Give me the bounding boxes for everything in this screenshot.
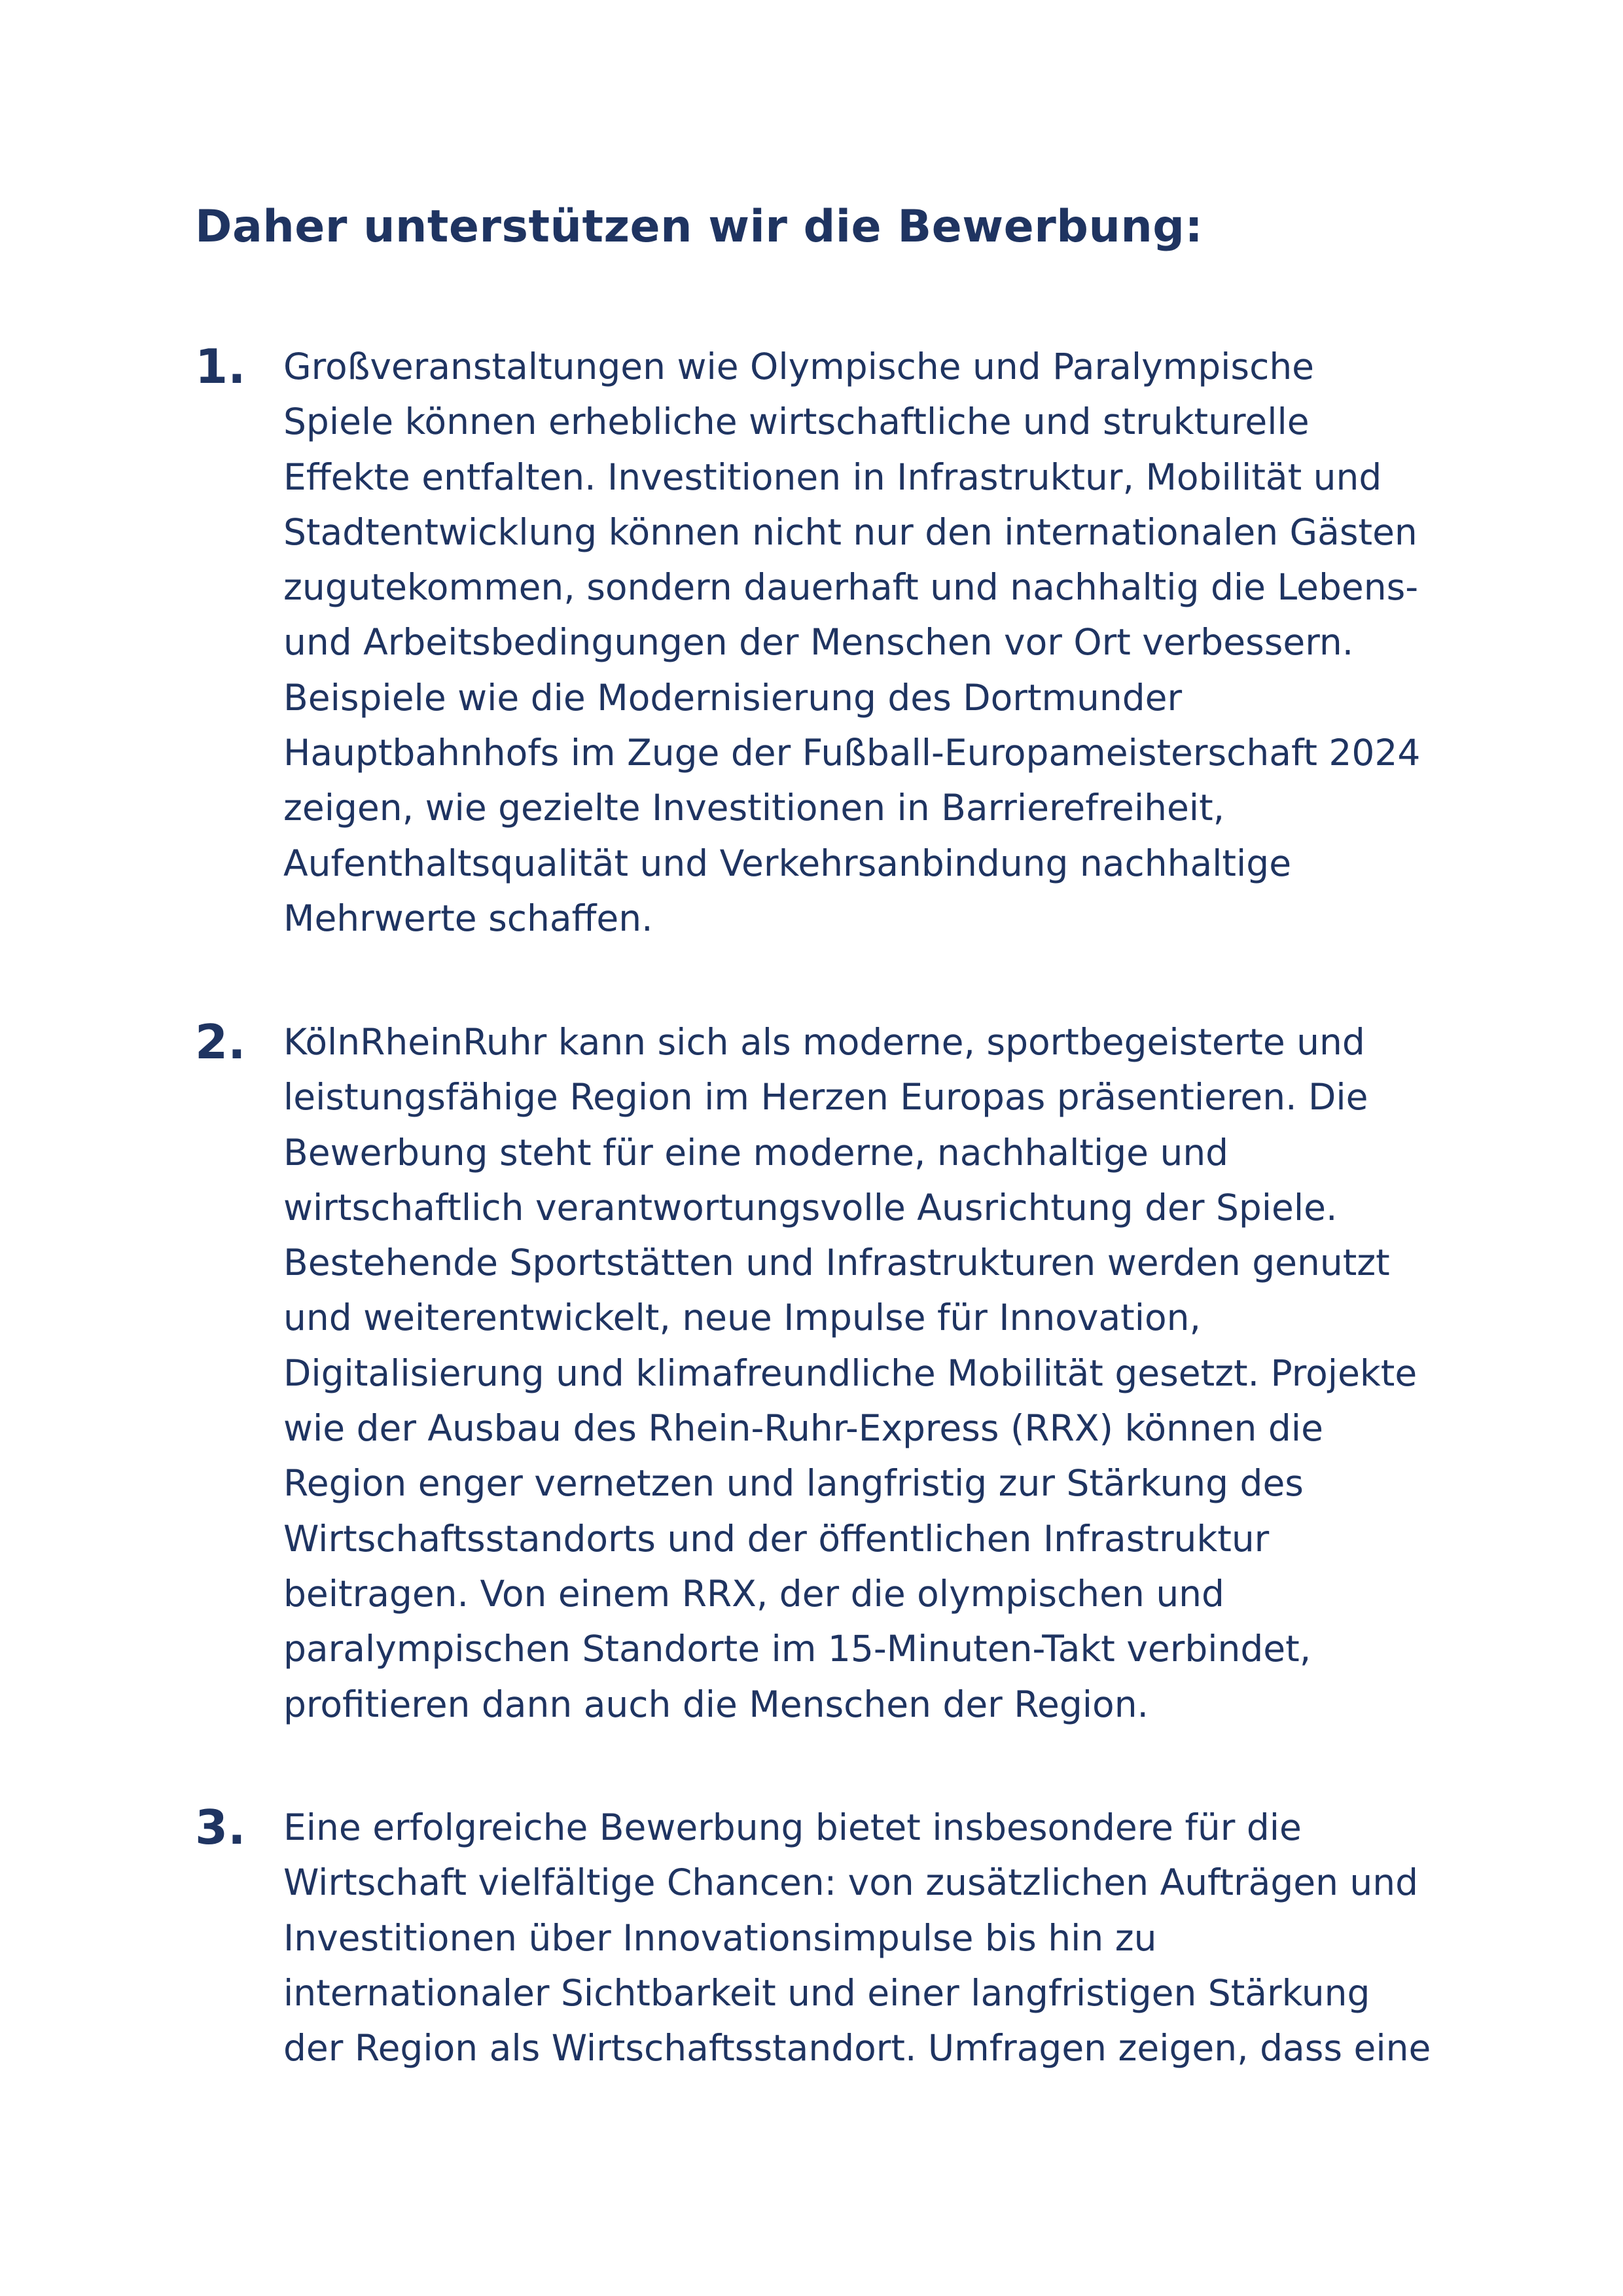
text-line: Eine erfolgreiche Bewerbung bietet insbesondere für die: [283, 1806, 1302, 1848]
text-line: Wirtschaft vielfältige Chancen: von zusätzlichen Aufträgen und: [283, 1861, 1419, 1904]
text-line: zeigen, wie gezielte Investitionen in Barrierefreiheit,: [283, 787, 1225, 829]
text-line: beitragen. Von einem RRX, der die olympischen und: [283, 1572, 1224, 1615]
page-heading: Daher unterstützen wir die Bewerbung:: [195, 201, 1204, 253]
text-line: zugutekommen, sondern dauerhaft und nachhaltig die Lebens-: [283, 566, 1419, 609]
text-line: Großveranstaltungen wie Olympische und Paralympische: [283, 346, 1315, 387]
text-line: leistungsfähige Region im Herzen Europas präsentieren. Die: [283, 1076, 1368, 1119]
text-line: wirtschaftlich verantwortungsvolle Ausrichtung der Spiele.: [283, 1186, 1338, 1229]
text-line: Region enger vernetzen und langfristig zur Stärkung des: [283, 1462, 1304, 1505]
text-line: Bestehende Sportstätten und Infrastrukturen werden genutzt: [283, 1242, 1390, 1284]
text-line: Aufenthaltsqualität und Verkehrsanbindung nachhaltige: [283, 842, 1292, 884]
text-line: Wirtschaftsstandorts und der öffentlichen Infrastruktur: [283, 1517, 1270, 1560]
text-line: paralympischen Standorte im 15-Minuten-Takt verbindet,: [283, 1628, 1311, 1670]
text-line: Investitionen über Innovationsimpulse bis hin zu: [283, 1916, 1157, 1959]
text-line: Hauptbahnhofs im Zuge der Fußball-Europameisterschaft 2024: [283, 732, 1421, 774]
text-line: Beispiele wie die Modernisierung des Dortmunder: [283, 676, 1183, 719]
text-line: Stadtentwicklung können nicht nur den internationalen Gästen: [283, 511, 1418, 553]
text-line: der Region als Wirtschaftsstandort. Umfragen zeigen, dass eine: [283, 2027, 1431, 2070]
text-line: Effekte entfalten. Investitionen in Infrastruktur, Mobilität und: [283, 456, 1382, 498]
text-line: Digitalisierung und klimafreundliche Mobilität gesetzt. Projekte: [283, 1352, 1418, 1394]
text-line: und weiterentwickelt, neue Impulse für Innovation,: [283, 1297, 1202, 1339]
list-item-number: 3.: [195, 1800, 246, 1855]
list-item-text: [283, 1800, 1435, 2075]
text-line: internationaler Sichtbarkeit und einer langfristigen Stärkung: [283, 1971, 1370, 2014]
text-line: profitieren dann auch die Menschen der Region.: [283, 1683, 1149, 1725]
list-item-text: [283, 339, 1435, 946]
list-item-number: 1.: [195, 339, 246, 394]
text-line: Mehrwerte schaffen.: [283, 897, 653, 939]
text-line: und Arbeitsbedingungen der Menschen vor Ort verbessern.: [283, 621, 1354, 664]
list-item-number: 2.: [195, 1014, 246, 1069]
text-line: wie der Ausbau des Rhein-Ruhr-Express (RRX) können die: [283, 1407, 1323, 1450]
text-line: Spiele können erhebliche wirtschaftliche und strukturelle: [283, 401, 1310, 443]
list-item-text: [283, 1014, 1435, 1732]
text-line: KölnRheinRuhr kann sich als moderne, sportbegeisterte und: [283, 1021, 1365, 1063]
text-line: Bewerbung steht für eine moderne, nachhaltige und: [283, 1131, 1229, 1174]
